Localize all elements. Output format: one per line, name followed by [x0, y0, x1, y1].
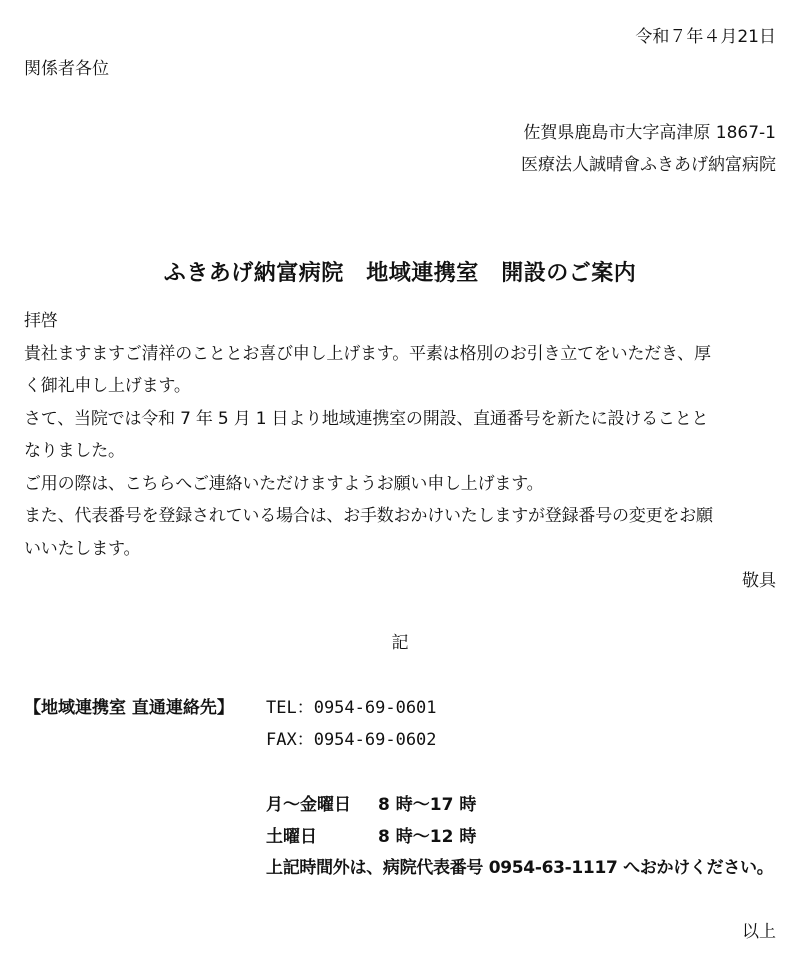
- hours-weekday-time: 8 時～17 時: [378, 795, 477, 815]
- sender-address: 佐賀県鹿島市大字高津原 1867-1: [523, 123, 776, 143]
- hours-weekday-label: 月～金曜日: [266, 795, 351, 815]
- body-line: なりました。: [24, 441, 125, 461]
- ki-heading: 記: [391, 633, 409, 653]
- body-line: ご用の際は、こちらへご連絡いただけますようお願い申し上げます。: [24, 473, 544, 494]
- closing-keigu: 敬具: [742, 571, 776, 591]
- sender-organization: 医療法人誠晴會ふきあげ納富病院: [521, 155, 776, 175]
- body-line: いいたします。: [24, 538, 141, 559]
- body-line-greeting: 拝啓: [24, 311, 58, 331]
- closing-ijo: 以上: [742, 922, 776, 942]
- after-hours-note: 上記時間外は、病院代表番号 0954-63-1117 へおかけください。: [266, 858, 774, 878]
- hours-saturday-label: 土曜日: [266, 827, 317, 847]
- contact-label: 【地域連携室 直通連絡先】: [24, 698, 234, 718]
- letter-body: [24, 309, 780, 569]
- recipient-line: 関係者各位: [24, 59, 109, 79]
- body-line: さて、当院では令和 7 年 5 月 1 日より地域連携室の開設、直通番号を新たに設けることと: [24, 408, 709, 429]
- tel-number: TEL：0954-69-0601: [266, 698, 437, 718]
- document-title: ふきあげ納富病院 地域連携室 開設のご案内: [163, 261, 637, 286]
- fax-number: FAX：0954-69-0602: [266, 730, 437, 750]
- body-line: また、代表番号を登録されている場合は、お手数おかけいたしますが登録番号の変更をお願: [24, 506, 713, 526]
- document-date: 令和７年４月21日: [635, 27, 776, 47]
- body-line: く御礼申し上げます。: [24, 376, 191, 396]
- body-line: 貴社ますますご清祥のこととお喜び申し上げます。平素は格別のお引き立てをいただき、厚: [24, 343, 711, 364]
- hours-saturday-time: 8 時～12 時: [378, 827, 477, 847]
